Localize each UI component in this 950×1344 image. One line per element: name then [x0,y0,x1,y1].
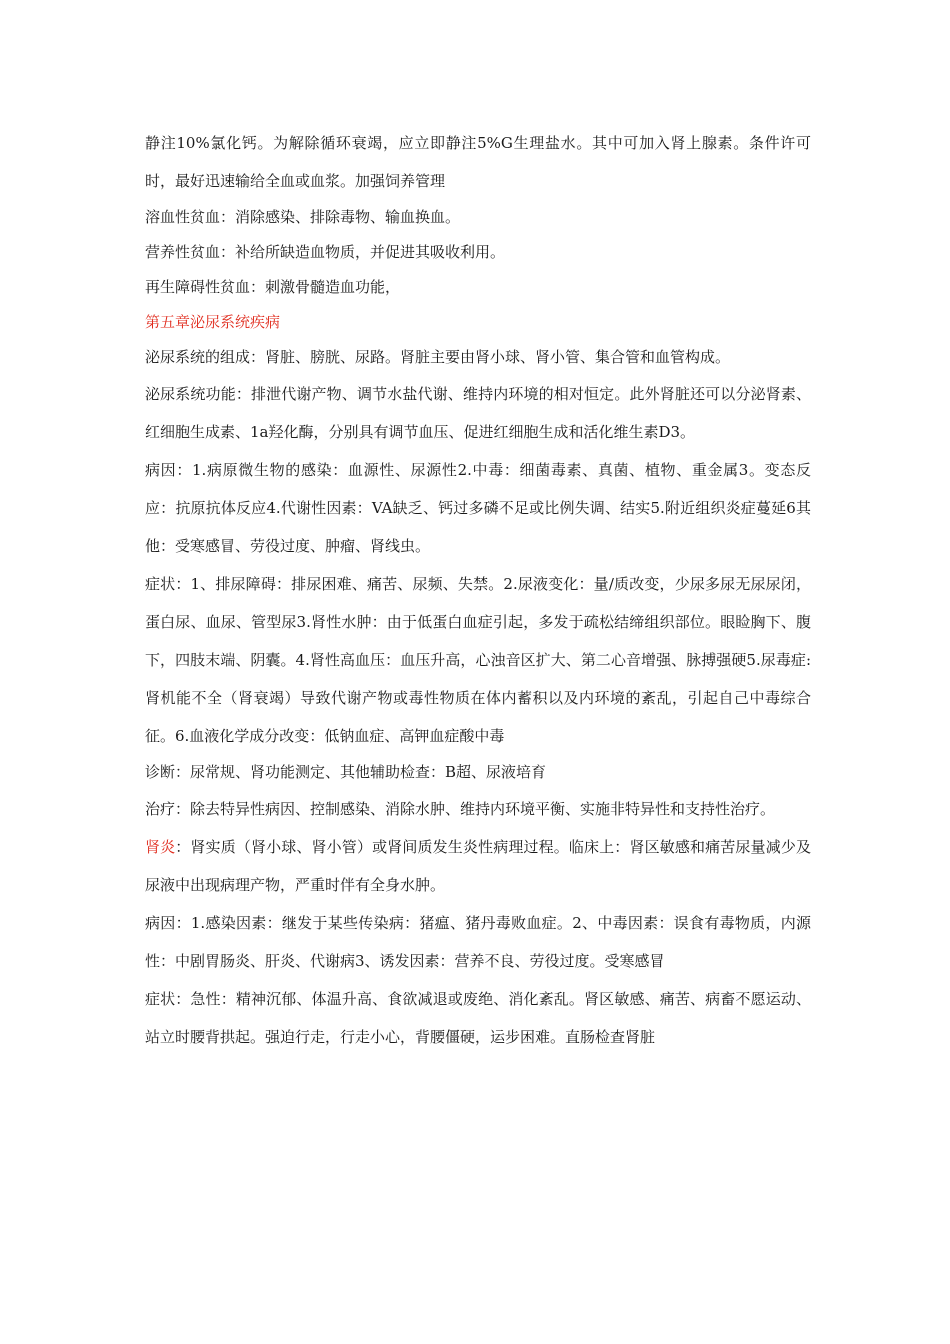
paragraph-etiology: 病因：1.病原微生物的感染：血源性、尿源性2.中毒：细菌毒素、真菌、植物、重金属3。变态反应：抗原抗体反应4.代谢性因素：VA缺乏、钙过多磷不足或比例失调、结实5.附近组织炎症蔓延6其他：受寒感冒、劳役过度、肿瘤、肾线虫。 [145,461,811,555]
paragraph-aplastic-anemia: 再生障碍性贫血：刺激骨髓造血功能， [145,278,401,296]
nephritis-term: 肾炎 [145,838,176,856]
paragraph-hemolytic-anemia: 溶血性贫血：消除感染、排除毒物、输血换血。 [145,208,461,226]
paragraph-nephritis-symptoms: 症状：急性：精神沉郁、体温升高、食欲减退或废绝、消化紊乱。肾区敏感、痛苦、病畜不愿运动、站立时腰背拱起。强迫行走，行走小心，背腰僵硬，运步困难。直肠检查肾脏 [145,990,811,1046]
nephritis-definition: ：肾实质（肾小球、肾小管）或肾间质发生炎性病理过程。临床上：肾区敏感和痛苦尿量减少及尿液中出现病理产物，严重时伴有全身水肿。 [145,838,811,894]
chapter-heading: 第五章泌尿系统疾病 [145,313,281,331]
paragraph-nephritis [145,828,811,904]
paragraph-nutritional-anemia: 营养性贫血：补给所缺造血物质，并促进其吸收利用。 [145,243,506,261]
paragraph-nephritis-etiology: 病因：1.感染因素：继发于某些传染病：猪瘟、猪丹毒败血症。2、中毒因素：误食有毒物质，内源性：中剧胃肠炎、肝炎、代谢病3、诱发因素：营养不良、劳役过度。受寒感冒 [145,914,811,970]
document-body [145,124,811,1056]
paragraph-treatment: 治疗：除去特异性病因、控制感染、消除水肿、维持内环境平衡、实施非特异性和支持性治疗。 [145,800,776,818]
paragraph-diagnosis: 诊断：尿常规、肾功能测定、其他辅助检查：B超、尿液培育 [145,763,547,781]
paragraph-treatment-continued: 静注10%氯化钙。为解除循环衰竭，应立即静注5%G生理盐水。其中可加入肾上腺素。条件许可时，最好迅速输给全血或血浆。加强饲养管理 [145,134,811,190]
paragraph-symptoms: 症状：1、排尿障碍：排尿困难、痛苦、尿频、失禁。2.尿液变化：量/质改变，少尿多尿无尿尿闭，蛋白尿、血尿、管型尿3.肾性水肿：由于低蛋白血症引起，多发于疏松结缔组织部位。眼睑胸下、腹下，四肢末端、阴囊。4.肾性高血压：血压升高，心浊音区扩大、第二心音增强、脉搏强硬5.尿毒症:肾机能不全（肾衰竭）导致代谢产物或毒性物质在体内蓄积以及内环境的紊乱，引起自己中毒综合征。6.血液化学成分改变：低钠血症、高钾血症酸中毒 [145,575,811,745]
paragraph-urinary-composition: 泌尿系统的组成：肾脏、膀胱、尿路。肾脏主要由肾小球、肾小管、集合管和血管构成。 [145,348,731,366]
paragraph-urinary-function: 泌尿系统功能：排泄代谢产物、调节水盐代谢、维持内环境的相对恒定。此外肾脏还可以分泌肾素、红细胞生成素、1a羟化酶，分别具有调节血压、促进红细胞生成和活化维生素D3。 [145,385,811,441]
